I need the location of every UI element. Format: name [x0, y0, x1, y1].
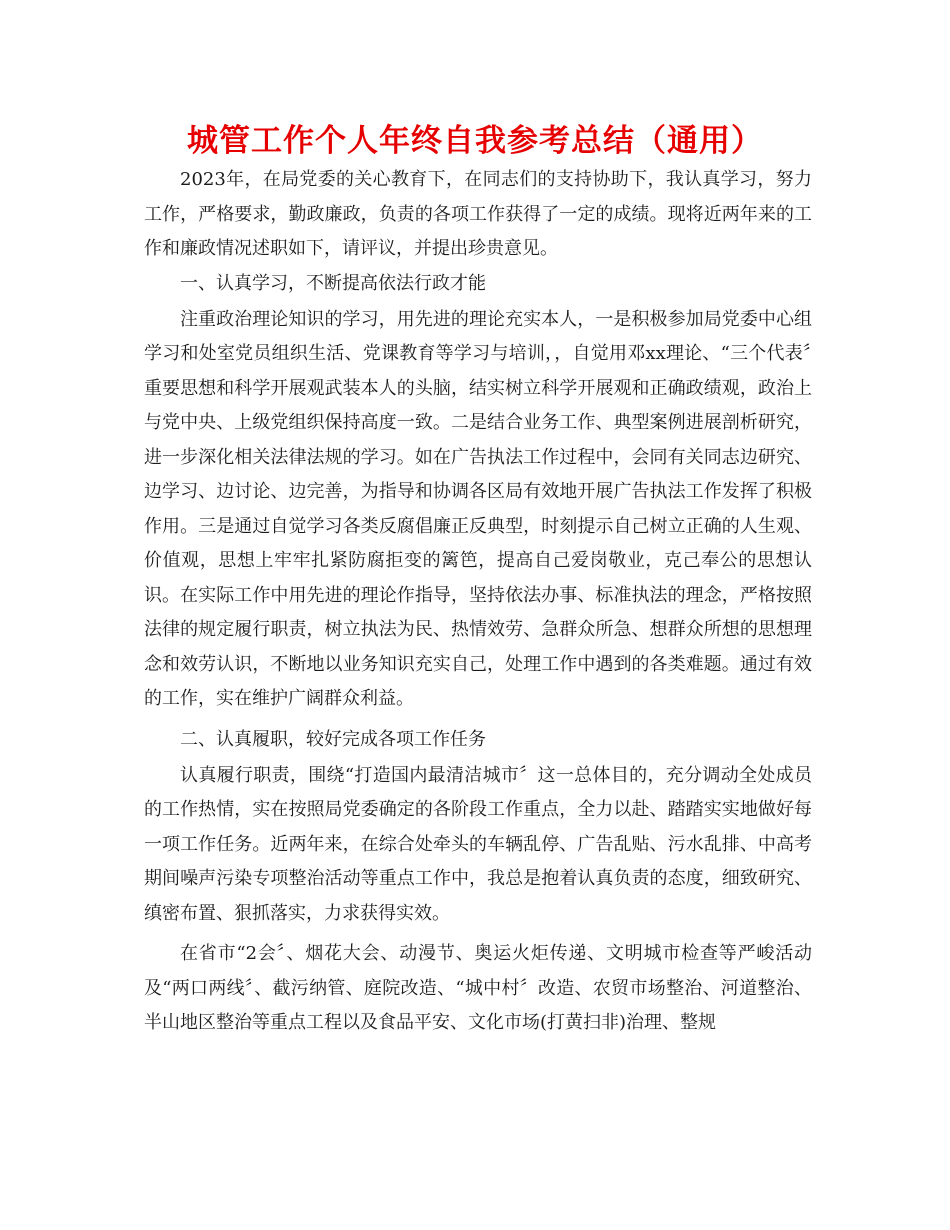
intro-paragraph: 2023年，在局党委的关心教育下，在同志们的支持协助下，我认真学习，努力工作，严格要求，勤政廉政，负责的各项工作获得了一定的成绩。现将近两年来的工作和廉政情况述职如下，请评议，并提出珍贵意见。: [144, 169, 812, 259]
section-2-heading: 二、认真履职，较好完成各项工作任务: [180, 728, 486, 750]
section-1-heading: 一、认真学习，不断提高依法行政才能: [180, 272, 486, 294]
section-2-paragraph-2: 在省市“2会〞、烟花大会、动漫节、奥运火炬传递、文明城市检查等严峻活动及“两口两线〞、截污纳管、庭院改造、“城中村〞改造、农贸市场整治、河道整治、半山地区整治等重点工程以及食品平安、文化市场(打黄扫非)治理、整规: [144, 943, 812, 1033]
section-2-paragraph-1: 认真履行职责，围绕“打造国内最清洁城市〞这一总体目的，充分调动全处成员的工作热情，实在按照局党委确定的各阶段工作重点，全力以赴、踏踏实实地做好每一项工作任务。近两年来，在综合处牵头的车辆乱停、广告乱贴、污水乱排、中高考期间噪声污染专项整治活动等重点工作中，我总是抱着认真负责的态度，细致研究、缜密布置、狠抓落实，力求获得实效。: [144, 764, 812, 924]
document-title: 城管工作个人年终自我参考总结（通用）: [187, 123, 763, 159]
section-1-paragraph: 注重政治理论知识的学习，用先进的理论充实本人，一是积极参加局党委中心组学习和处室党员组织生活、党课教育等学习与培训，，自觉用邓xx理论、“三个代表〞重要思想和科学开展观武装本人的头脑，结实树立科学开展观和正确政绩观，政治上与党中央、上级党组织保持高度一致。二是结合业务工作、典型案例进展剖析研究，进一步深化相关法律法规的学习。如在广告执法工作过程中，会同有关同志边研究、边学习、边讨论、边完善，为指导和协调各区局有效地开展广告执法工作发挥了积极作用。三是通过自觉学习各类反腐倡廉正反典型，时刻提示自己树立正确的人生观、价值观，思想上牢牢扎紧防腐拒变的篱笆，提高自己爱岗敬业，克己奉公的思想认识。在实际工作中用先进的理论作指导，坚持依法办事、标准执法的理念，严格按照法律的规定履行职责，树立执法为民、热情效劳、急群众所急、想群众所想的思想理念和效劳认识，不断地以业务知识充实自己，处理工作中遇到的各类难题。通过有效的工作，实在维护广阔群众利益。: [144, 308, 812, 709]
document-body: [144, 163, 812, 1041]
